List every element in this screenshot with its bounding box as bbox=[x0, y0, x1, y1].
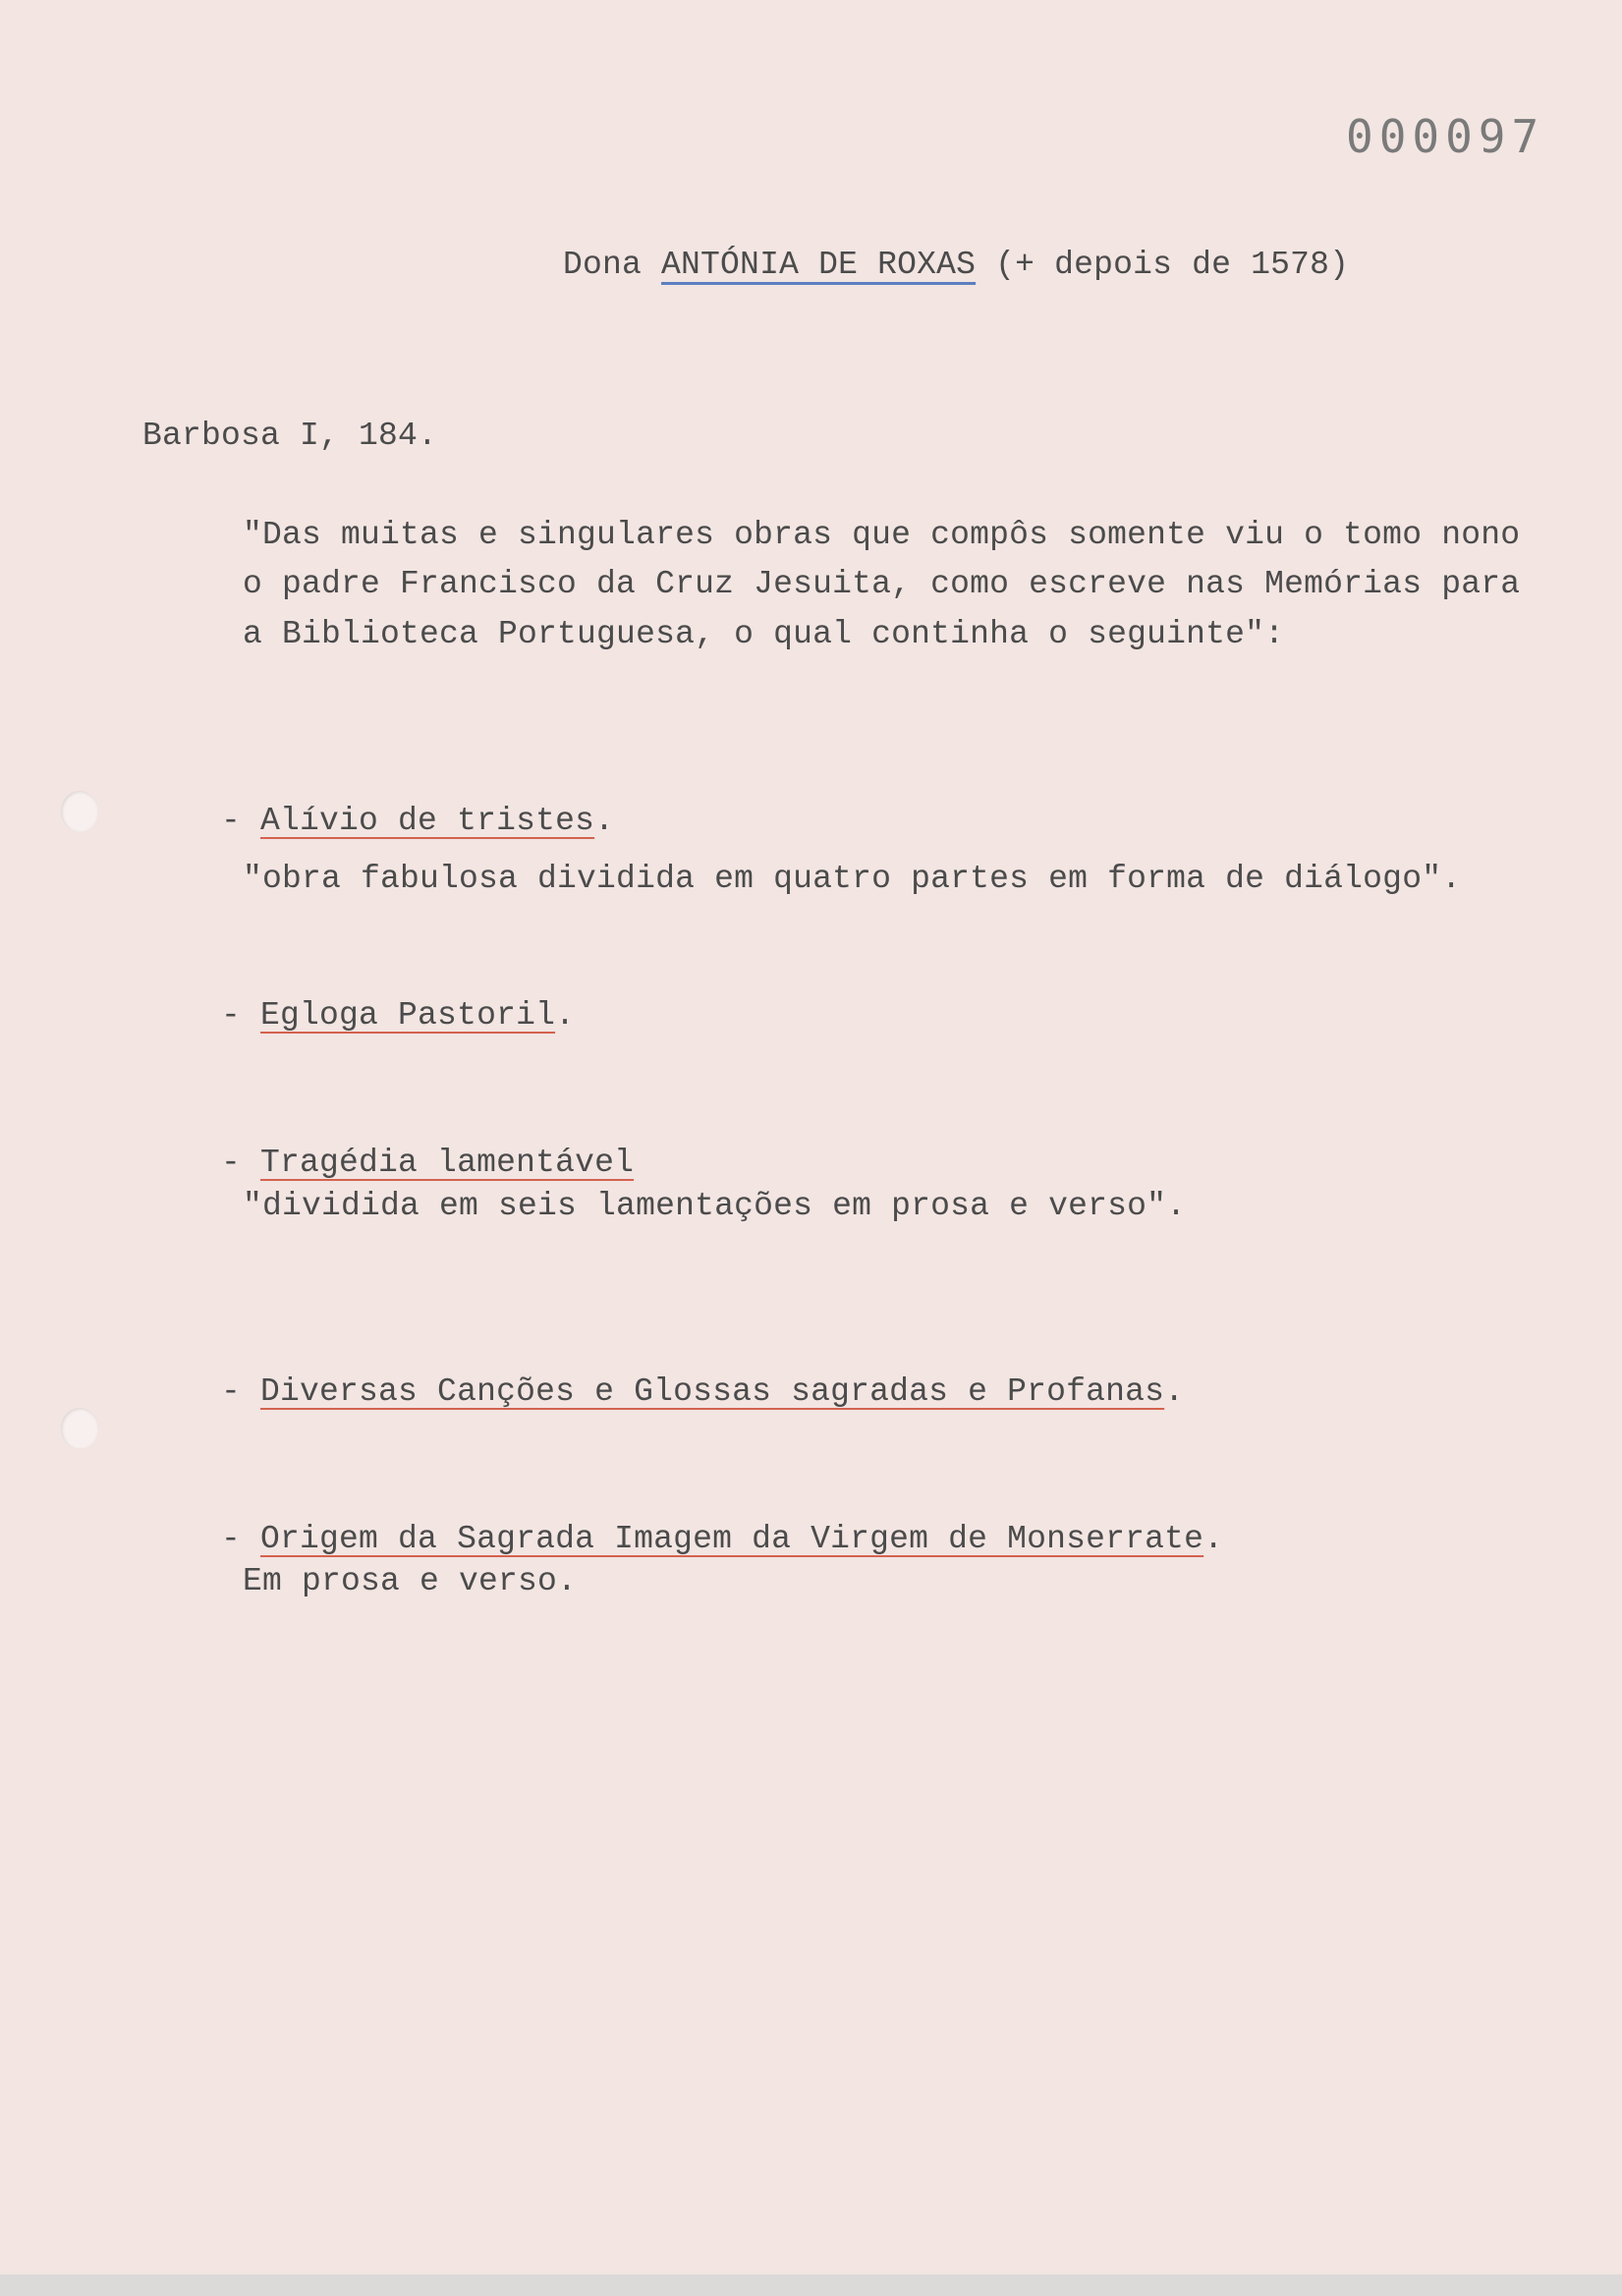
work-note-1: "obra fabulosa dividida em quatro partes em forma de diálogo". bbox=[243, 861, 1462, 897]
title-prefix: Dona bbox=[563, 247, 662, 283]
work-end: . bbox=[555, 997, 576, 1034]
punch-hole-bottom bbox=[61, 1408, 98, 1449]
scan-edge bbox=[0, 2274, 1622, 2296]
work-dash: - bbox=[221, 1145, 261, 1181]
work-title: Egloga Pastoril bbox=[260, 997, 556, 1034]
work-note-5: Em prosa e verso. bbox=[243, 1563, 578, 1599]
work-dash: - bbox=[221, 997, 261, 1034]
work-end: . bbox=[1203, 1521, 1224, 1557]
reference: Barbosa I, 184. bbox=[142, 418, 438, 454]
work-end: . bbox=[1164, 1373, 1185, 1410]
title-name: ANTÓNIA DE ROXAS bbox=[661, 247, 977, 283]
work-title: Tragédia lamentável bbox=[260, 1145, 635, 1181]
work-item-4 bbox=[142, 1333, 1184, 1451]
work-dash: - bbox=[221, 1521, 261, 1557]
work-end: . bbox=[594, 803, 615, 839]
quote-line-2: o padre Francisco da Cruz Jesuita, como escreve nas Memórias para bbox=[243, 566, 1521, 602]
punch-hole-top bbox=[61, 791, 98, 832]
page-number: 000097 bbox=[1346, 110, 1545, 163]
work-item-2 bbox=[142, 957, 575, 1075]
document-title bbox=[484, 206, 1349, 324]
work-dash: - bbox=[221, 803, 261, 839]
quote-line-3: a Biblioteca Portuguesa, o qual continha o seguinte": bbox=[243, 616, 1285, 652]
work-title: Diversas Canções e Glossas sagradas e Profanas bbox=[260, 1373, 1165, 1410]
work-title: Origem da Sagrada Imagem da Virgem de Monserrate bbox=[260, 1521, 1204, 1557]
title-suffix: (+ depois de 1578) bbox=[976, 247, 1350, 283]
work-title: Alívio de tristes bbox=[260, 803, 595, 839]
work-note-3: "dividida em seis lamentações em prosa e verso". bbox=[243, 1188, 1187, 1224]
work-dash: - bbox=[221, 1373, 261, 1410]
quote-line-1: "Das muitas e singulares obras que compôs somente viu o tomo nono bbox=[243, 517, 1521, 553]
